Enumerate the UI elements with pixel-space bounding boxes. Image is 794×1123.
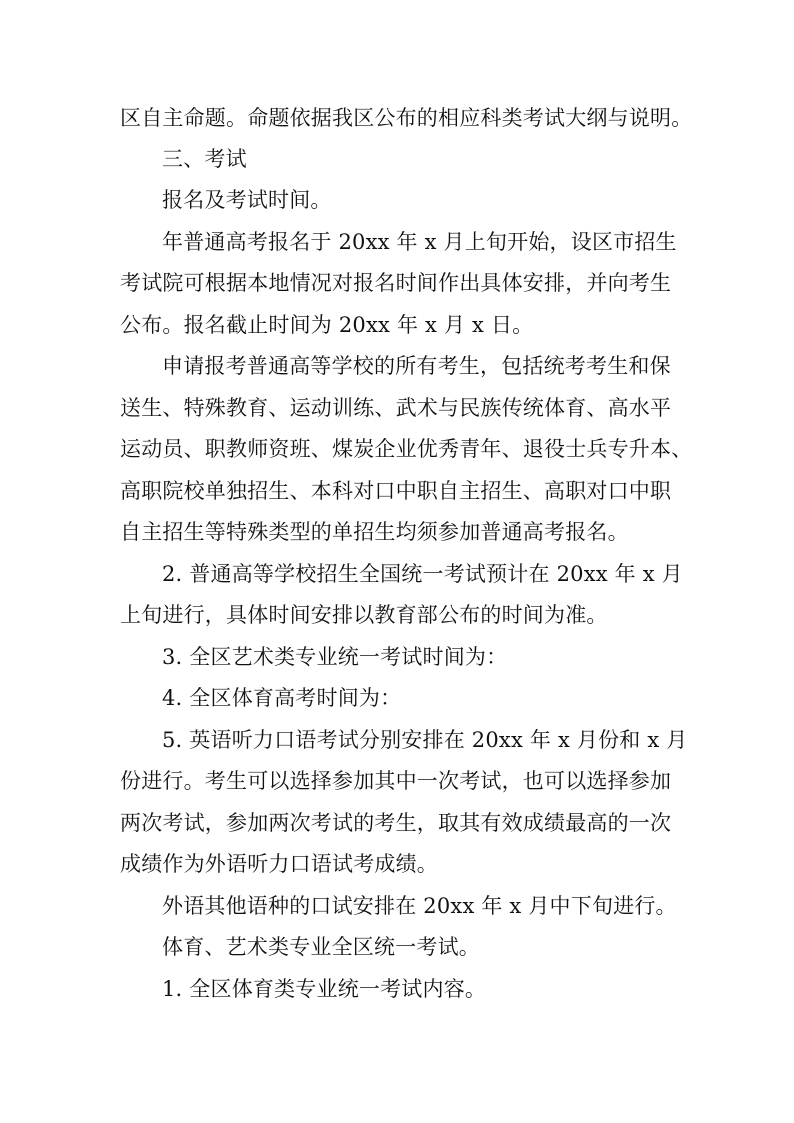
text-line: 年普通高考报名于 20xx 年 x 月上旬开始，设区市招生 — [162, 230, 677, 254]
text-line: 外语其他语种的口试安排在 20xx 年 x 月中下旬进行。 — [162, 894, 677, 918]
numbered-item: 3. 全区艺术类专业统一考试时间为： — [162, 645, 508, 669]
section-heading: 三、考试 — [162, 147, 247, 171]
numbered-item: 5. 英语听力口语考试分别安排在 20xx 年 x 月份和 x 月 — [162, 728, 688, 752]
text-line: 考试院可根据本地情况对报名时间作出具体安排，并向考生 — [120, 271, 672, 295]
text-line: 成绩作为外语听力口语试考成绩。 — [120, 852, 438, 876]
text-line: 运动员、职教师资班、煤炭企业优秀青年、退役士兵专升本、 — [120, 437, 693, 461]
text-line: 区自主命题。命题依据我区公布的相应科类考试大纲与说明。 — [120, 106, 693, 130]
numbered-item: 2. 普通高等学校招生全国统一考试预计在 20xx 年 x 月 — [162, 562, 683, 586]
text-line: 两次考试，参加两次考试的考生，取其有效成绩最高的一次 — [120, 811, 672, 835]
text-line: 申请报考普通高等学校的所有考生，包括统考考生和保 — [162, 354, 671, 378]
subsection-heading: 报名及考试时间。 — [162, 188, 332, 212]
numbered-item: 1. 全区体育类专业统一考试内容。 — [162, 977, 487, 1001]
text-line: 送生、特殊教育、运动训练、武术与民族传统体育、高水平 — [120, 396, 672, 420]
numbered-item: 4. 全区体育高考时间为： — [162, 686, 402, 710]
text-line: 自主招生等特殊类型的单招生均须参加普通高考报名。 — [120, 520, 629, 544]
text-line: 高职院校单独招生、本科对口中职自主招生、高职对口中职 — [120, 479, 672, 503]
text-line: 体育、艺术类专业全区统一考试。 — [162, 935, 480, 959]
text-line: 上旬进行，具体时间安排以教育部公布的时间为准。 — [120, 603, 608, 627]
text-line: 份进行。考生可以选择参加其中一次考试，也可以选择参加 — [120, 769, 672, 793]
text-line: 公布。报名截止时间为 20xx 年 x 月 x 日。 — [120, 313, 534, 337]
